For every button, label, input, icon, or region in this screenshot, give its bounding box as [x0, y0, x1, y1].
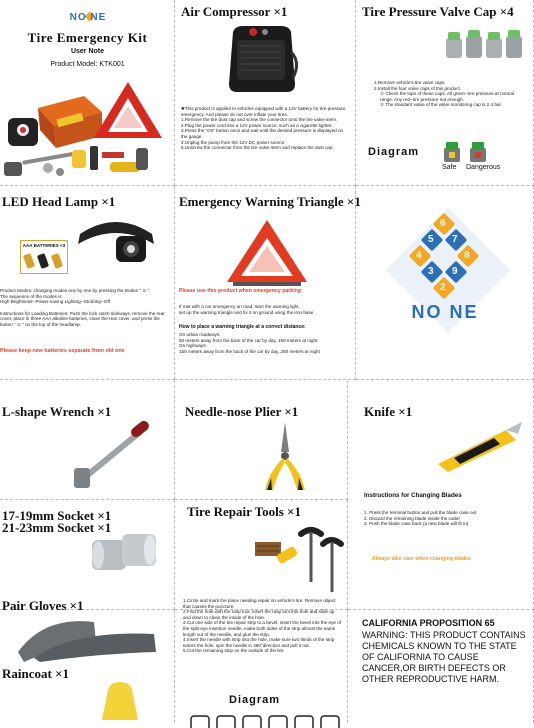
knife-step: 1. Press the terminal button and pull the blade case out — [364, 510, 477, 515]
logo-number: 7 — [452, 234, 458, 245]
compressor-step: 2.Plug the power cord into a 12V power source, such as a cigarette lighter. — [181, 122, 333, 128]
cover-subtitle: User Note — [70, 48, 105, 55]
socket-title-2: 21-23mm Socket ×1 — [2, 520, 112, 535]
triangle-how-line: 50 meters away from the back of the car by day, 150 meters at night — [179, 337, 318, 343]
knife-photo — [434, 422, 524, 472]
valve-step: ② The standard value of the valve monitoring cap is 2.4 bar. — [380, 102, 503, 108]
knife-warning: Always take care when changing blades — [372, 556, 471, 562]
cover-title: Tire Emergency Kit — [27, 30, 148, 45]
triangle-how-line: On urban roadways: — [179, 332, 221, 337]
gloves-title: Pair Gloves ×1 — [2, 598, 84, 613]
triangle-photo — [219, 216, 315, 288]
valve-cap-title: Tire Pressure Valve Cap ×4 — [362, 4, 514, 19]
plier-photo — [255, 422, 315, 492]
repair-step: 4.Insert the needle with strip into the hole, make sure two thirds of the strip enters the hole, spin the needle in 360°direction and pull it out. — [183, 637, 335, 648]
valve-diagram-label: Diagram — [368, 146, 420, 158]
gloves-photo — [14, 612, 174, 662]
logo-wordmark: NO NE — [411, 302, 479, 322]
knife-title: Knife ×1 — [364, 404, 413, 419]
logo-number: 8 — [464, 250, 470, 261]
valve-step: ① Check the tops of these caps. All green--tire pressure at normal range. Any red--tire pressure not enough. — [380, 91, 515, 102]
knife-step: 2. Discard the remaining blade inside the cutter — [364, 515, 461, 521]
repair-tools-panel — [175, 500, 348, 610]
repair-tools-title: Tire Repair Tools ×1 — [187, 504, 301, 519]
headlamp-step: The sequence of the modes is — [0, 293, 62, 299]
repair-step: 3.Cut one side of the tire repair strip to a bevel, insert the bevel into the eye of the split-eye insertion needle, make both sides of the strip almost the same length out of the needle, and glue the strip. — [183, 620, 342, 637]
wrench-title: L-shape Wrench ×1 — [2, 404, 112, 419]
brand-logo-panel — [356, 186, 534, 380]
cover-model: Product Model: KTK001 — [50, 61, 125, 68]
compressor-title: Air Compressor ×1 — [181, 4, 288, 19]
compressor-step: 1.Remove the tire dust cap and screw the connector onto the tire valve stem. — [181, 117, 338, 123]
compressor-step: ✱This product is applied to vehicles equipped with a 12V battery for tire pressure emergency. And please do not over inflate your tires. — [181, 106, 346, 117]
logo-number: 3 — [428, 266, 434, 277]
compressor-photo — [221, 22, 301, 96]
compressor-instructions — [181, 106, 349, 151]
headlamp-warning: Please keep new batteries separate from old one — [0, 348, 125, 354]
valve-danger-label: Dangerous — [466, 164, 501, 171]
plier-title: Needle-nose Plier ×1 — [185, 404, 299, 419]
triangle-title: Emergency Warning Triangle ×1 — [179, 194, 361, 209]
valve-cap-instructions — [374, 80, 528, 108]
triangle-how-line: 150 meters away from the back of the car by day, 250 meters at night — [179, 348, 320, 354]
brand-logo — [60, 10, 116, 26]
triangle-how — [179, 332, 353, 354]
prop65-title: CALIFORNIA PROPOSITION 65 — [362, 618, 495, 628]
logo-number: 9 — [452, 266, 458, 277]
battery-badge — [20, 240, 68, 274]
repair-step: 2.Find the hole with the rasp tool, insert the rasp tool into hole and slide up and down to clean the inside of the hole. — [183, 609, 335, 620]
triangle-intro-line: set up the warning triangle and fix it on ground using the iron base. — [179, 309, 315, 315]
triangle-how-title: How to place a warning triangle at a correct distance: — [179, 324, 306, 330]
repair-instructions — [183, 598, 343, 654]
compressor-panel — [175, 0, 356, 186]
prop65-panel — [348, 610, 534, 723]
battery-icon — [21, 248, 67, 270]
cover-panel — [0, 0, 175, 186]
gloves-panel — [0, 598, 175, 723]
triangle-how-line: On highways: — [179, 343, 207, 349]
repair-diagram-label: Diagram — [229, 694, 281, 706]
knife-instructions — [364, 510, 530, 527]
kit-contents-photo — [2, 76, 170, 184]
headlamp-step: Product Modes: changing modes one by one by pressing the Button " ⊙ ". — [0, 288, 151, 293]
triangle-warning: Please use this product when emergency parking — [179, 288, 301, 294]
headlamp-panel — [0, 186, 175, 380]
headlamp-photo — [70, 214, 162, 274]
socket-panel — [0, 500, 175, 610]
valve-danger-icon — [468, 142, 488, 162]
triangle-intro-line: If met with a car emergency on road, start the warning light, — [179, 304, 300, 309]
knife-panel — [348, 380, 534, 610]
wrench-panel — [0, 380, 175, 500]
repair-step: 1.Circle and mark the place needing repair on vehicle's tire. Remove object that causes the puncture. — [183, 598, 336, 609]
headlamp-step: Instructions for Loading Batteries: Push the lock catch sideways, remove the rear cover, place in three AAA alkaline batteries, close the rear cover, and press the button " ⊙ " on the top of the headlamp. — [0, 310, 165, 327]
knife-instr-title: Instructions for Changing Blades — [364, 492, 462, 499]
brand-logo-text: NO NE — [69, 12, 107, 23]
logo-number: 5 — [428, 234, 434, 245]
compressor-step: 3.Press the "On" button once and wait until the desired pressure is displayed on the gauge. — [181, 128, 344, 139]
valve-safe-label: Safe — [442, 164, 457, 171]
repair-steps-panel — [175, 598, 348, 723]
socket-photo — [86, 530, 162, 576]
repair-step: 5.Cut the remaining strip on the outside of the tire — [183, 648, 284, 654]
valve-cap-panel — [356, 0, 534, 186]
battery-badge-label: AAA BATTERIES ×3 — [22, 243, 66, 248]
valve-step: 2.Install the four valve caps of this product. — [374, 85, 462, 91]
knife-step: 3. Push the blade case back (a new blade will fit in) — [364, 521, 469, 527]
socket-title-1: 17-19mm Socket ×1 — [2, 508, 112, 523]
headlamp-title: LED Head Lamp ×1 — [2, 194, 116, 209]
repair-diagram-icons — [189, 714, 345, 723]
logo-number: 2 — [440, 282, 446, 293]
compressor-step: 4.Unplug the pump from the 12V DC power source. — [181, 139, 286, 145]
raincoat-photo — [100, 680, 140, 720]
headlamp-instructions — [0, 288, 172, 328]
compressor-step: 5.Unscrew the connector from the tire valve stem and replace the dust cap. — [181, 145, 334, 151]
valve-safe-icon — [442, 142, 462, 162]
prop65-body: WARNING: THIS PRODUCT CONTAINS CHEMICALS KNOWN TO THE STATE OF CALIFORNIA TO CAUSE CANCER,OR BIRTH DEFECTS OR OTHER REPRODUCTIVE HARM. — [362, 630, 526, 684]
logo-number: 6 — [440, 218, 446, 229]
triangle-panel — [175, 186, 361, 380]
repair-tools-photo — [253, 522, 345, 602]
triangle-intro — [179, 304, 353, 315]
valve-cap-photo — [442, 24, 530, 64]
headlamp-step: High Brightness--Power-saving Lighting--Strobing--Off — [0, 299, 110, 305]
wrench-photo — [70, 422, 160, 488]
valve-step: 1.Remove vehicle's tire valve caps. — [374, 80, 446, 85]
plier-panel — [175, 380, 348, 500]
raincoat-title: Raincoat ×1 — [2, 666, 69, 681]
logo-number: 4 — [416, 250, 422, 261]
